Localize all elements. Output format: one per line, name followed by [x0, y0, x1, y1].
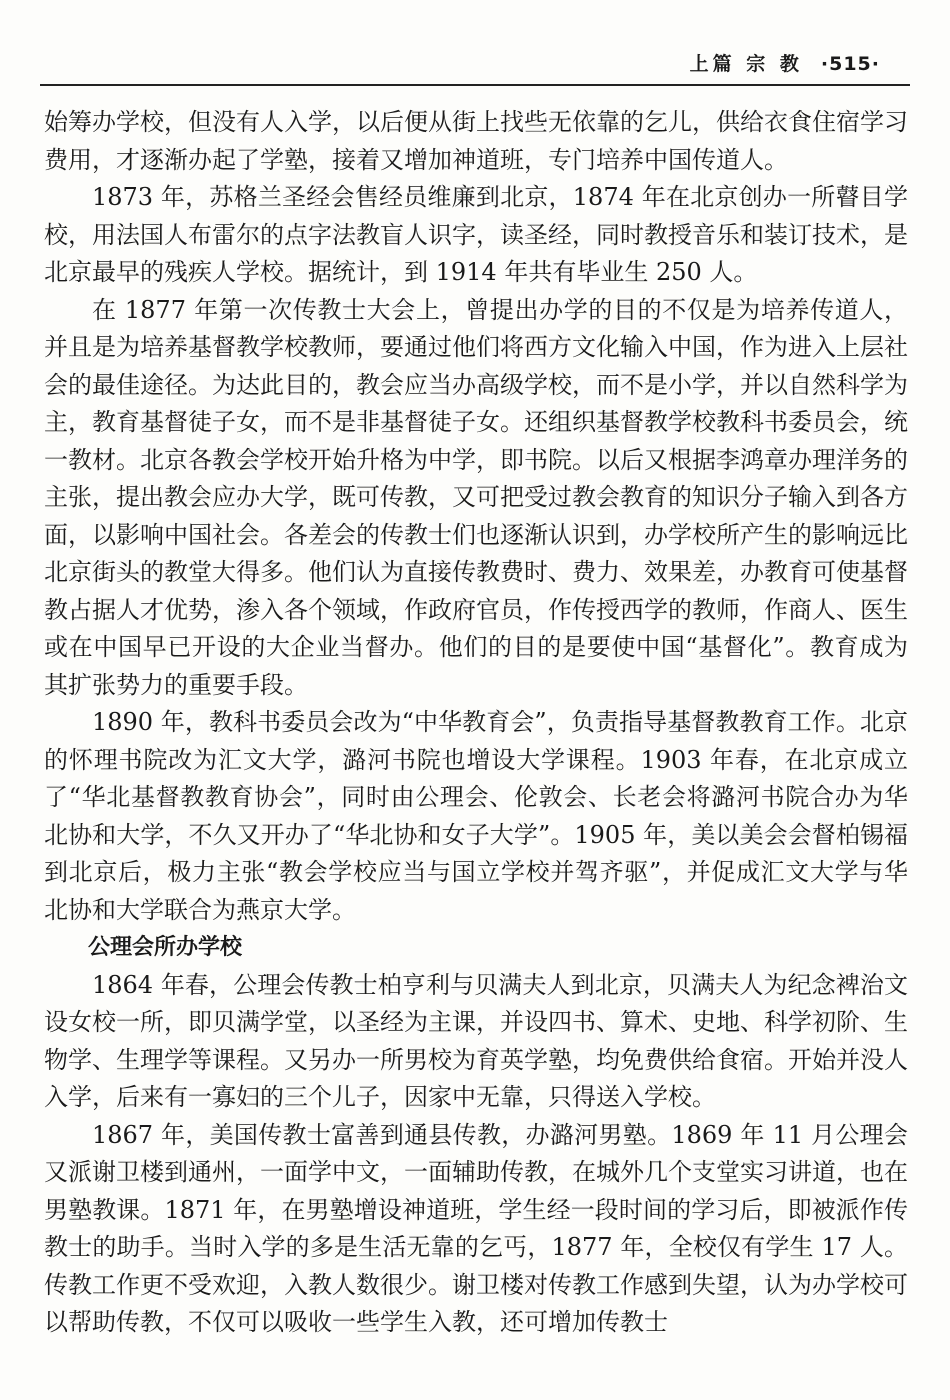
section-subheading: 公理会所办学校 — [88, 935, 243, 960]
page-number: ·515· — [820, 53, 880, 75]
paragraph: 1890 年，教科书委员会改为“中华教育会”，负责指导基督教教育工作。北京的怀理书院改为汇文大学，潞河书院也增设大学课程。1903 年春，在北京成立了“华北基督教教育协会”，同时由公理会、伦敦会、长老会将潞河书院合办为华北协和大学，不久又开办了“华北协和女子大学”。1905 年，美以美会会督柏锡福到北京后，极力主张“教会学校应当与国立学校并驾齐驱”，并促成汇文大学与华北协和大学联合为燕京大学。 — [44, 708, 908, 924]
header-text — [690, 49, 880, 76]
paragraph: 在 1877 年第一次传教士大会上，曾提出办学的目的不仅是为培养传道人，并且是为培养基督教学校教师，要通过他们将西方文化输入中国，作为进入上层社会的最佳途径。为达此目的，教会应当办高级学校，而不是小学，并以自然科学为主，教育基督徒子女，而不是非基督徒子女。还组织基督教学校教科书委员会，统一教材。北京各教会学校开始升格为中学，即书院。以后又根据李鸿章办理洋务的主张，提出教会应办大学，既可传教，又可把受过教会教育的知识分子输入到各方面，以影响中国社会。各差会的传教士们也逐渐认识到，办学校所产生的影响远比北京街头的教堂大得多。他们认为直接传教费时、费力、效果差，办教育可使基督教占据人才优势，渗入各个领域，作政府官员，作传授西学的教师，作商人、医生或在中国早已开设的大企业当督办。他们的目的是要使中国“基督化”。教育成为其扩张势力的重要手段。 — [44, 295, 908, 699]
body-text — [44, 104, 908, 1342]
paragraph: 始筹办学校，但没有人入学，以后便从街上找些无依靠的乞儿，供给衣食住宿学习费用，才逐渐办起了学塾，接着又增加神道班，专门培养中国传道人。 — [44, 108, 908, 174]
running-header — [40, 44, 910, 86]
paragraph: 1864 年春，公理会传教士柏亨利与贝满夫人到北京，贝满夫人为纪念裨治文设女校一所，即贝满学堂，以圣经为主课，并设四书、算术、史地、科学初阶、生物学、生理学等课程。又另办一所男校为育英学塾，均免费供给食宿。开始并没人入学，后来有一寡妇的三个儿子，因家中无靠，只得送入学校。 — [44, 970, 908, 1111]
paragraph: 1867 年，美国传教士富善到通县传教，办潞河男塾。1869 年 11 月公理会又派谢卫楼到通州，一面学中文，一面辅助传教，在城外几个支堂实习讲道，也在男塾教课。1871 年，在男塾增设神道班，学生经一段时间的学习后，即被派作传教士的助手。当时入学的多是生活无靠的乞丐，1877 年，全校仅有学生 17 人。传教工作更不受欢迎，入教人数很少。谢卫楼对传教工作感到失望，认为办学校可以帮助传教，不仅可以吸收一些学生入教，还可增加传教士 — [44, 1120, 908, 1336]
paragraph: 1873 年，苏格兰圣经会售经员维廉到北京，1874 年在北京创办一所瞽目学校，用法国人布雷尔的点字法教盲人识字，读圣经，同时教授音乐和装订技术，是北京最早的残疾人学校。据统计，到 1914 年共有毕业生 250 人。 — [44, 183, 908, 286]
section-title: 上篇 宗 教 — [689, 53, 803, 75]
